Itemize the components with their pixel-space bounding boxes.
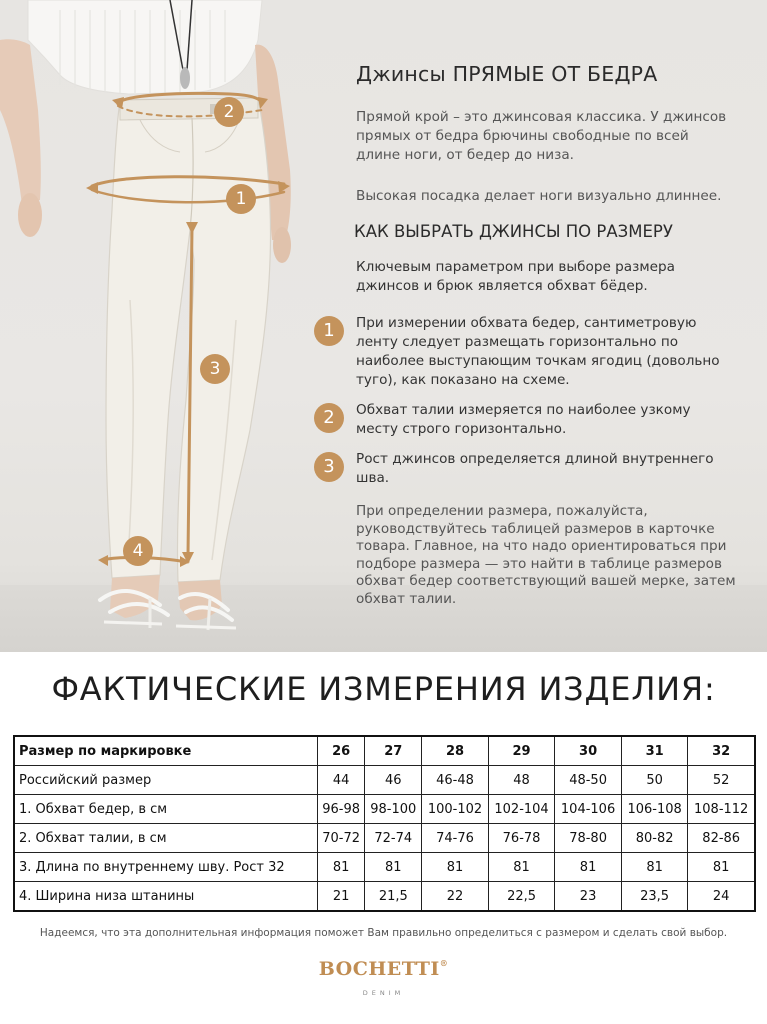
table-cell: 48: [488, 766, 555, 795]
table-cell: 74-76: [422, 824, 489, 853]
table-cell: 46-48: [422, 766, 489, 795]
table-cell: 27: [365, 736, 422, 766]
brand-subtitle: DENIM: [362, 989, 405, 997]
model-jeans-illustration: [0, 0, 330, 652]
table-cell: 22: [422, 882, 489, 912]
table-cell: 22,5: [488, 882, 555, 912]
size-table: [13, 735, 756, 912]
table-cell: 23: [555, 882, 622, 912]
row-label: Российский размер: [14, 766, 318, 795]
table-row: [14, 795, 755, 824]
diagram-marker-2: 2: [214, 97, 244, 127]
step-3-badge: 3: [314, 452, 344, 482]
row-label: 2. Обхват талии, в см: [14, 824, 318, 853]
step-2-text: Обхват талии измеряется по наиболее узкому месту строго горизонтально.: [356, 402, 691, 437]
table-cell: 81: [422, 853, 489, 882]
table-cell: 78-80: [555, 824, 622, 853]
table-cell: 28: [422, 736, 489, 766]
table-row: [14, 766, 755, 795]
row-label: 4. Ширина низа штанины: [14, 882, 318, 912]
table-cell: 29: [488, 736, 555, 766]
step-1-badge: 1: [314, 316, 344, 346]
table-cell: 81: [365, 853, 422, 882]
brand-logo: [0, 958, 767, 980]
table-cell: 23,5: [621, 882, 688, 912]
high-rise-paragraph: Высокая посадка делает ноги визуально длиннее.: [356, 188, 722, 204]
table-cell: 26: [318, 736, 365, 766]
step-2-badge: 2: [314, 403, 344, 433]
step-3-text: Рост джинсов определяется длиной внутреннего шва.: [356, 451, 714, 486]
table-cell: 96-98: [318, 795, 365, 824]
table-cell: 31: [621, 736, 688, 766]
table-cell: 102-104: [488, 795, 555, 824]
table-cell: 21: [318, 882, 365, 912]
advice-paragraph: При определении размера, пожалуйста, руководствуйтесь таблицей размеров в карточке товара. Главное, на что надо ориентироваться при подборе размера — это найти в таблице размеров обхват бедер соответствующий вашей мерке, затем обхват талии.: [356, 503, 736, 607]
table-cell: 48-50: [555, 766, 622, 795]
table-cell: 50: [621, 766, 688, 795]
table-cell: 46: [365, 766, 422, 795]
how-to-choose-heading: КАК ВЫБРАТЬ ДЖИНСЫ ПО РАЗМЕРУ: [354, 222, 673, 241]
table-cell: 98-100: [365, 795, 422, 824]
intro-paragraph: Прямой крой – это джинсовая классика. У джинсов прямых от бедра брючины свободные по всей длине ноги, от бедер до низа.: [356, 109, 727, 163]
table-cell: 24: [688, 882, 755, 912]
row-label: Размер по маркировке: [14, 736, 318, 766]
table-cell: 76-78: [488, 824, 555, 853]
table-row: [14, 736, 755, 766]
table-cell: 108-112: [688, 795, 755, 824]
table-cell: 32: [688, 736, 755, 766]
footer-note: Надеемся, что эта дополнительная информация поможет Вам правильно определиться с размером и сделать свой выбор.: [39, 927, 728, 939]
diagram-marker-3: 3: [200, 354, 230, 384]
diagram-marker-4: 4: [123, 536, 153, 566]
table-cell: 81: [555, 853, 622, 882]
brand-name: BOCHETTI: [318, 958, 440, 980]
table-row: [14, 853, 755, 882]
table-cell: 82-86: [688, 824, 755, 853]
table-cell: 81: [621, 853, 688, 882]
hero-title: Джинсы ПРЯМЫЕ ОТ БЕДРА: [356, 62, 658, 86]
table-cell: 72-74: [365, 824, 422, 853]
table-cell: 100-102: [422, 795, 489, 824]
table-cell: 44: [318, 766, 365, 795]
key-parameter-paragraph: Ключевым параметром при выборе размера джинсов и брюк является обхват бёдер.: [356, 259, 675, 294]
table-cell: 81: [688, 853, 755, 882]
table-cell: 104-106: [555, 795, 622, 824]
table-cell: 52: [688, 766, 755, 795]
row-label: 3. Длина по внутреннему шву. Рост 32: [14, 853, 318, 882]
table-cell: 81: [488, 853, 555, 882]
registered-mark: ®: [439, 958, 449, 968]
table-row: [14, 882, 755, 912]
step-1-text: При измерении обхвата бедер, сантиметровую ленту следует размещать горизонтально по наиболее выступающим точкам ягодиц (довольно туго), как показано на схеме.: [356, 315, 720, 388]
table-cell: 81: [318, 853, 365, 882]
table-cell: 106-108: [621, 795, 688, 824]
table-cell: 21,5: [365, 882, 422, 912]
diagram-marker-1: 1: [226, 184, 256, 214]
table-cell: 30: [555, 736, 622, 766]
table-cell: 70-72: [318, 824, 365, 853]
measurements-title: ФАКТИЧЕСКИЕ ИЗМЕРЕНИЯ ИЗДЕЛИЯ:: [51, 670, 716, 708]
table-row: [14, 824, 755, 853]
row-label: 1. Обхват бедер, в см: [14, 795, 318, 824]
table-cell: 80-82: [621, 824, 688, 853]
